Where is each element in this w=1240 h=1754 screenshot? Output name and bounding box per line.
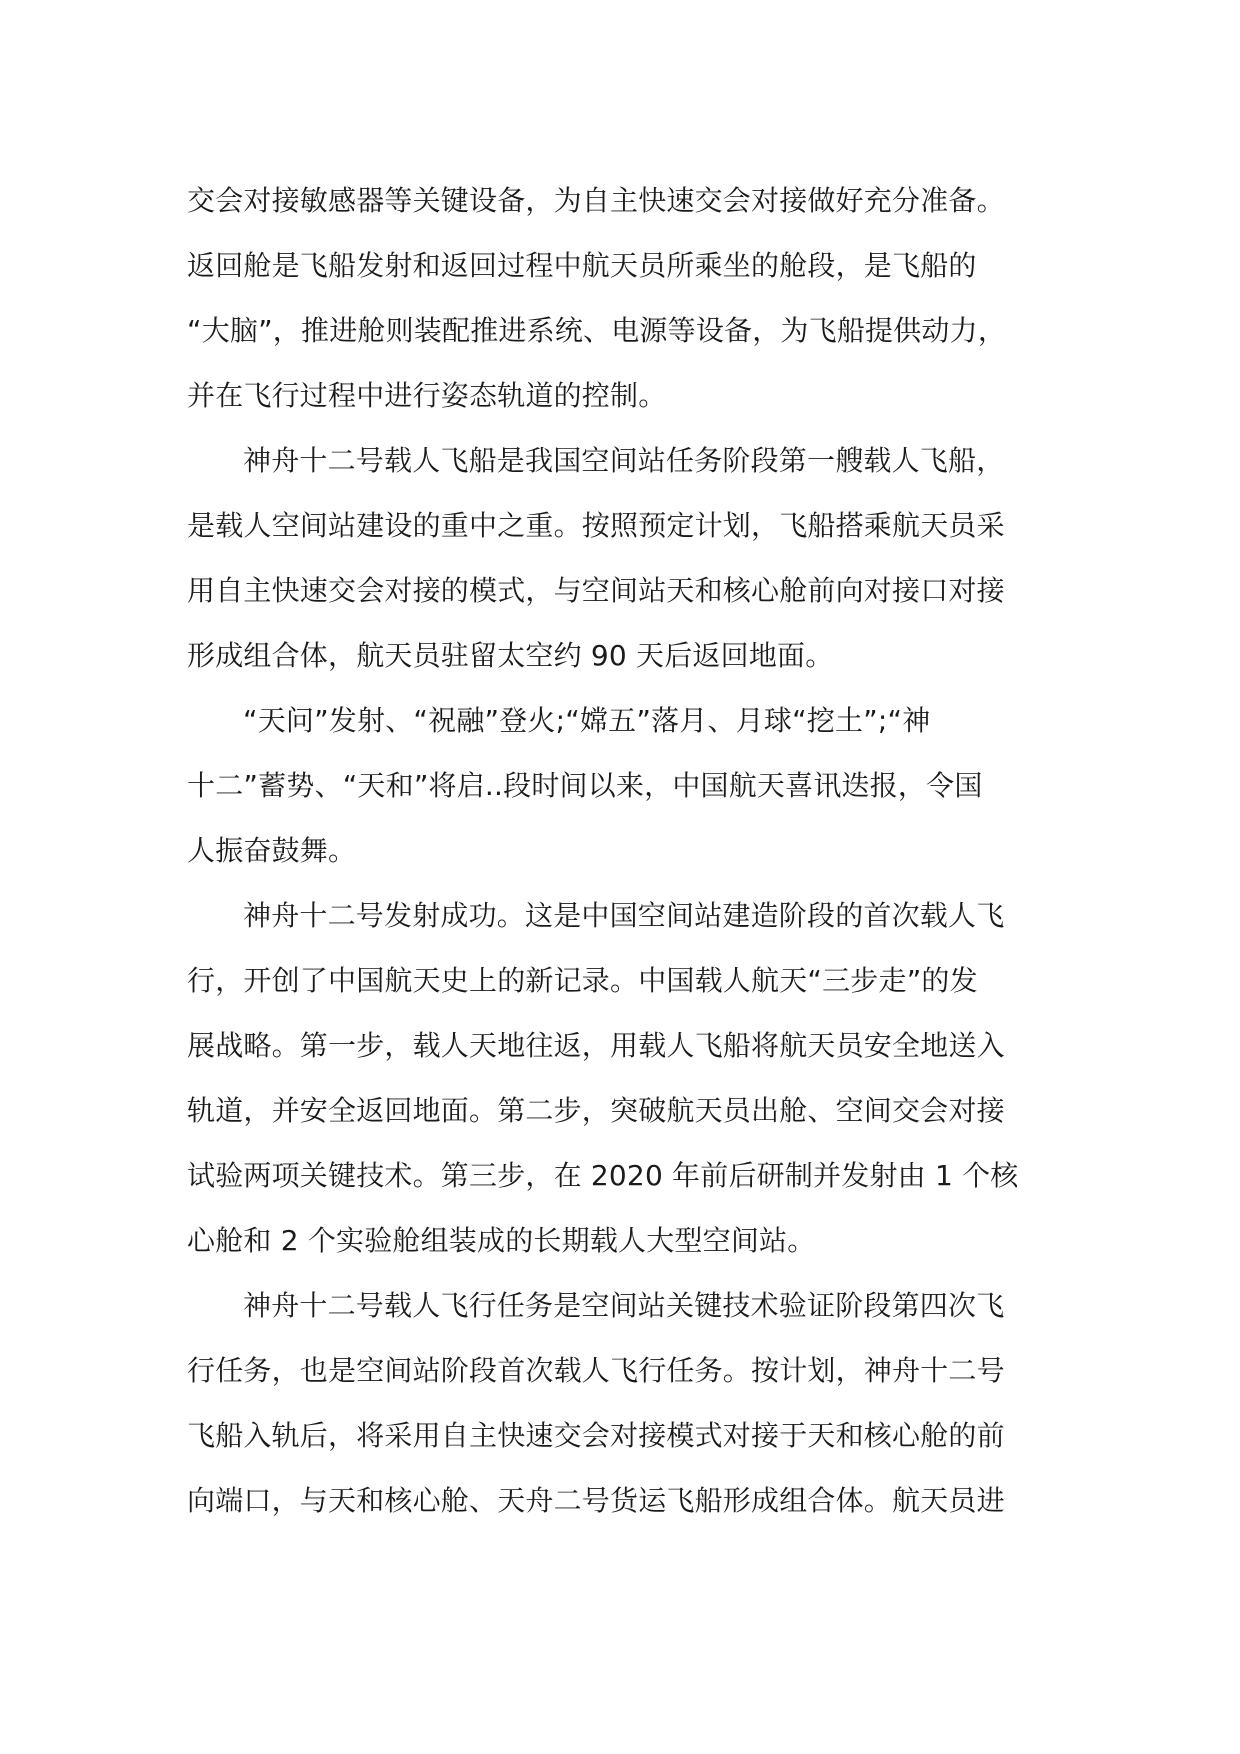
text-line: 十二”蓄势、“天和”将启..段时间以来，中国航天喜讯迭报，令国 <box>187 769 983 802</box>
text-line: 神舟十二号发射成功。这是中国空间站建造阶段的首次载人飞 <box>243 899 1005 932</box>
text-line: 行任务，也是空间站阶段首次载人飞行任务。按计划，神舟十二号 <box>187 1354 1005 1387</box>
text-line: “天问”发射、“祝融”登火;“嫦五”落月、月球“挖土”;“神 <box>243 704 931 737</box>
text-line: 神舟十二号载人飞船是我国空间站任务阶段第一艘载人飞船， <box>243 444 1005 477</box>
text-line: 向端口，与天和核心舱、天舟二号货运飞船形成组合体。航天员进 <box>187 1484 1005 1517</box>
text-line: 轨道，并安全返回地面。第二步，突破航天员出舱、空间交会对接 <box>187 1094 1005 1127</box>
text-line: 心舱和 2 个实验舱组装成的长期载人大型空间站。 <box>187 1224 816 1257</box>
text-line: 返回舱是飞船发射和返回过程中航天员所乘坐的舱段，是飞船的 <box>187 249 977 282</box>
text-line: 行，开创了中国航天史上的新记录。中国载人航天“三步走”的发 <box>187 964 978 997</box>
text-line: “大脑”，推进舱则装配推进系统、电源等设备，为飞船提供动力， <box>187 314 1007 347</box>
text-line: 飞船入轨后，将采用自主快速交会对接模式对接于天和核心舱的前 <box>187 1419 1005 1452</box>
body-text <box>187 168 1087 1533</box>
text-line: 试验两项关键技术。第三步，在 2020 年前后研制并发射由 1 个核 <box>187 1159 1019 1192</box>
text-line: 神舟十二号载人飞行任务是空间站关键技术验证阶段第四次飞 <box>243 1289 1005 1322</box>
text-line: 是载人空间站建设的重中之重。按照预定计划，飞船搭乘航天员采 <box>187 509 1005 542</box>
text-line: 并在飞行过程中进行姿态轨道的控制。 <box>187 379 667 412</box>
text-line: 人振奋鼓舞。 <box>187 834 357 867</box>
text-line: 交会对接敏感器等关键设备，为自主快速交会对接做好充分准备。 <box>187 184 1005 217</box>
text-line: 展战略。第一步，载人天地往返，用载人飞船将航天员安全地送入 <box>187 1029 1005 1062</box>
text-line: 用自主快速交会对接的模式，与空间站天和核心舱前向对接口对接 <box>187 574 1005 607</box>
text-line: 形成组合体，航天员驻留太空约 90 天后返回地面。 <box>187 639 834 672</box>
